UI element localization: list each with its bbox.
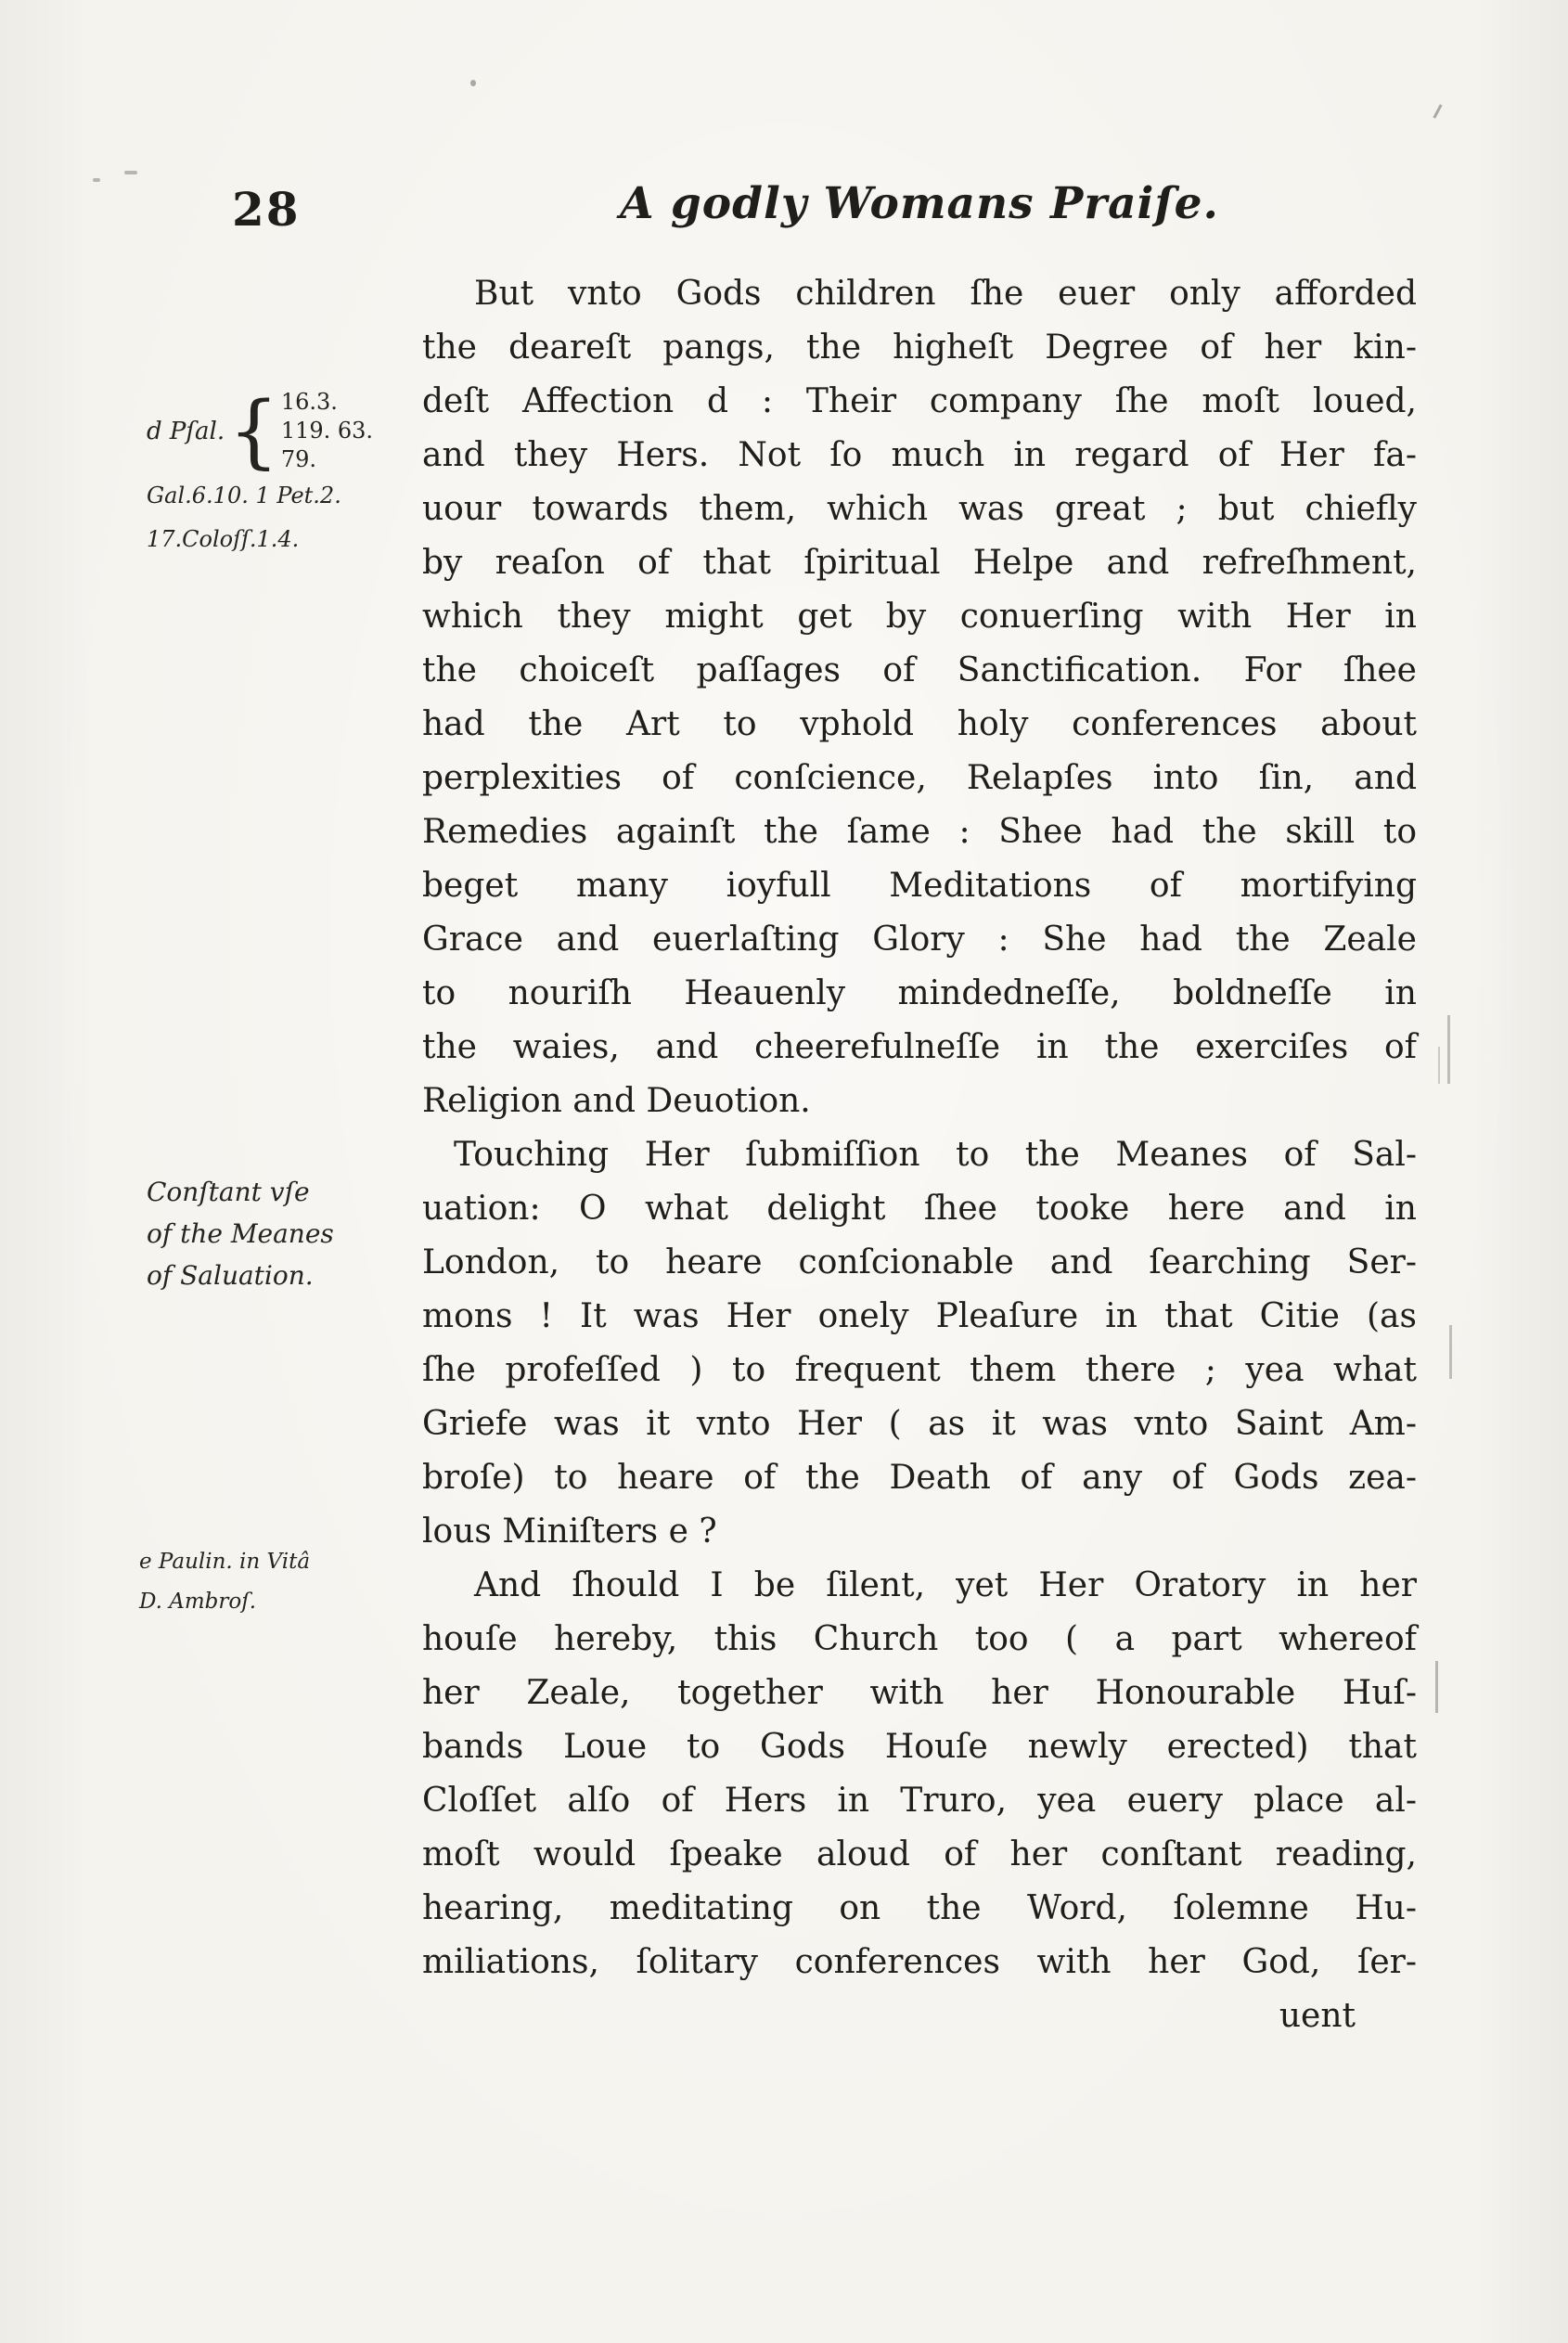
margin-note-psalm-ref: d Pſal. (147, 417, 225, 445)
text-line: Touching Her ſubmiſſion to the Meanes of Sal- (454, 1136, 1417, 1174)
text-line: perplexities of conſcience, Relapſes into ſin, and (422, 759, 1417, 797)
text-line: which they might get by conuerſing with Her in (422, 598, 1417, 636)
verse-ref: 119. 63. (280, 418, 374, 444)
catchword: uent (1279, 1997, 1356, 2035)
margin-note-line: of the Meanes (147, 1218, 334, 1249)
scan-artifact (1447, 1015, 1450, 1084)
text-line: the waies, and cheerefulneſſe in the exerciſes of (422, 1028, 1417, 1066)
text-line: moſt would ſpeake aloud of her conſtant reading, (422, 1835, 1417, 1873)
text-line: deſt Affection d : Their company ſhe moſt loued, (422, 382, 1417, 420)
text-line: her Zeale, together with her Honourable Huſ- (422, 1674, 1417, 1712)
text-line: lous Miniſters e ? (422, 1513, 717, 1551)
margin-note-paulinus (139, 1542, 310, 1622)
margin-note-line: of Saluation. (147, 1260, 314, 1291)
margin-note-psalm-verses (281, 388, 373, 474)
text-line: Griefe was it vnto Her ( as it was vnto Saint Am- (422, 1405, 1417, 1443)
margin-note-scripture-refs (147, 474, 425, 561)
text-line: the deareſt pangs, the higheſt Degree of her kin- (422, 328, 1417, 367)
page-number: 28 (232, 182, 301, 237)
scan-artifact (124, 171, 137, 174)
text-line: uation: O what delight ſhee tooke here and in (422, 1190, 1417, 1228)
text-line: London, to heare conſcionable and ſearching Ser- (422, 1243, 1417, 1281)
scan-artifact (1435, 1661, 1438, 1713)
running-title: A godly Womans Praiſe. (620, 178, 1219, 229)
text-line: the choiceſt paſſages of Sanctification. For ſhee (422, 651, 1417, 689)
text-line: ſhe profeſſed ) to frequent them there ; yea what (422, 1351, 1417, 1389)
scripture-ref: 17.Coloſſ.1.4. (147, 526, 300, 552)
text-line: and they Hers. Not ſo much in regard of Her fa- (422, 436, 1417, 474)
scan-artifact (93, 178, 100, 182)
verse-ref: 79. (280, 446, 316, 472)
text-line: hearing, meditating on the Word, ſolemne Hu- (422, 1889, 1417, 1927)
text-line: And ſhould I be ſilent, yet Her Oratory in her (474, 1566, 1417, 1604)
text-line: bands Loue to Gods Houſe newly erected) that (422, 1728, 1417, 1766)
margin-note-constant-use (147, 1171, 334, 1296)
scripture-ref: Gal.6.10. 1 Pet.2. (147, 483, 341, 509)
brace-glyph: { (228, 384, 279, 478)
text-line: uour towards them, which was great ; but chiefly (422, 490, 1417, 528)
text-line: beget many ioyfull Meditations of mortifying (422, 867, 1417, 905)
text-line: Cloſſet alſo of Hers in Truro, yea euery place al- (422, 1782, 1417, 1820)
text-line: But vnto Gods children ſhe euer only afforded (474, 275, 1417, 313)
scan-artifact (1433, 104, 1442, 119)
scan-artifact (1438, 1047, 1440, 1084)
margin-note-line: D. Ambroſ. (139, 1590, 257, 1614)
margin-note-line: Conſtant vſe (147, 1177, 310, 1207)
verse-ref: 16.3. (280, 389, 338, 415)
text-line: Remedies againſt the ſame : Shee had the skill to (422, 813, 1417, 851)
text-line: Religion and Deuotion. (422, 1082, 811, 1120)
text-line: by reaſon of that ſpiritual Helpe and refreſhment, (422, 544, 1417, 582)
scan-artifact (470, 80, 476, 86)
text-line: broſe) to heare of the Death of any of Gods zea- (422, 1459, 1417, 1497)
margin-note-line: e Paulin. in Vitâ (139, 1550, 311, 1574)
text-line: miliations, ſolitary conferences with her God, ſer- (422, 1943, 1417, 1981)
margin-note-psalm (147, 384, 425, 561)
text-line: mons ! It was Her onely Pleaſure in that Citie (as (422, 1297, 1417, 1335)
scan-artifact (1449, 1325, 1452, 1379)
text-line: Grace and euerlaſting Glory : She had the Zeale (422, 920, 1417, 959)
text-line: houſe hereby, this Church too ( a part whereof (422, 1620, 1417, 1658)
text-line: had the Art to vphold holy conferences about (422, 705, 1417, 743)
main-text-block (422, 267, 1417, 2043)
text-line: to nouriſh Heauenly mindedneſſe, boldneſſe in (422, 974, 1417, 1012)
